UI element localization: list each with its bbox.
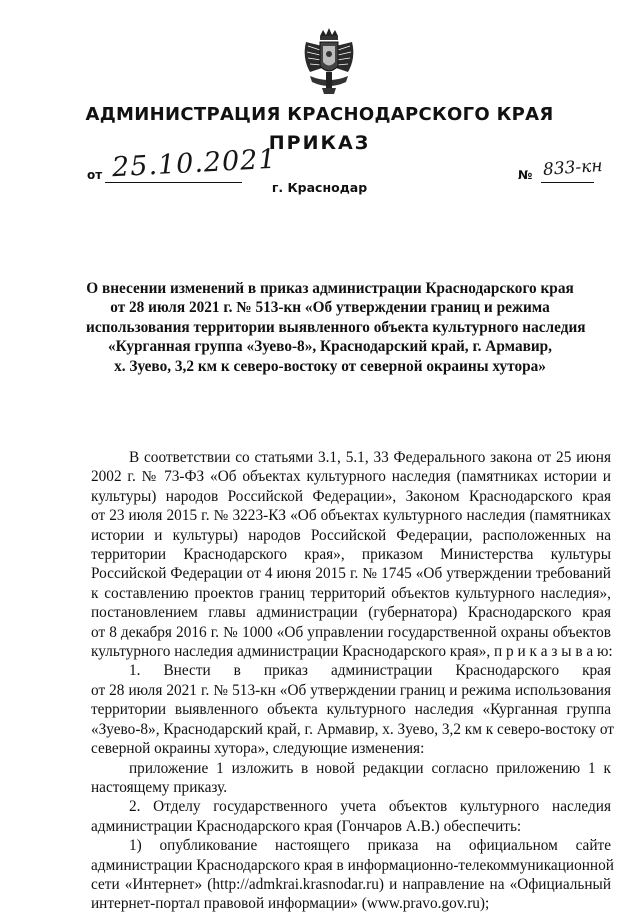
text-line: от 23 июля 2015 г. № 3223-КЗ «Об объектах культурного наследия (памятниках <box>91 507 611 525</box>
text-line: от 28 июля 2021 г. № 513-кн «Об утверждении границ и режима использования <box>91 681 611 699</box>
city: г. Краснодар <box>271 180 368 195</box>
text-line: культурного наследия администрации Краснодарского края», п р и к а з ы в а ю: <box>91 643 613 661</box>
document-body <box>91 448 614 914</box>
title-line: от 28 июля 2021 г. № 513-кн «Об утверждении границ и режима <box>110 299 550 317</box>
text-line: 1. Внести в приказ администрации Краснодарского края <box>129 662 611 680</box>
text-line: настоящему приказу. <box>91 778 228 796</box>
organization-name: АДМИНИСТРАЦИЯ КРАСНОДАРСКОГО КРАЯ <box>85 104 554 125</box>
text-line: приложение 1 изложить в новой редакции согласно приложению 1 к <box>129 759 611 777</box>
document-title <box>86 279 586 376</box>
item-1-paragraph <box>91 661 614 758</box>
text-line: северной окраины хутора», следующие изменения: <box>91 740 425 758</box>
title-line: О внесении изменений в приказ администрации Краснодарского края <box>86 280 574 297</box>
item-2-paragraph <box>91 797 611 836</box>
text-line: «Зуево-8», Краснодарский край, г. Армавир, х. Зуево, 3,2 км к северо-востоку от <box>91 720 614 738</box>
item-1-subparagraph <box>91 759 611 798</box>
text-line: культуры) народов Российской Федерации», Законом Краснодарского края <box>91 487 611 505</box>
text-line: истории и культуры) народов Российской Федерации, расположенных на <box>91 526 611 544</box>
text-line: 2002 г. № 73-ФЗ «Об объектах культурного наследия (памятниках истории и <box>91 468 611 486</box>
title-line: использования территории выявленного объекта культурного наследия <box>86 318 586 336</box>
text-line: интернет-портал правовой информации» (www.pravo.gov.ru); <box>91 895 490 913</box>
text-line: от 8 декабря 2016 г. № 1000 «Об управлении государственной охраны объектов <box>91 623 611 641</box>
text-line: Российской Федерации от 4 июня 2015 г. № 1745 «Об утверждении требований <box>91 565 611 583</box>
text-line: В соответствии со статьями 3.1, 5.1, 33 Федерального закона от 25 июня <box>129 449 611 466</box>
coat-of-arms-icon <box>300 28 358 94</box>
handwritten-number: 833-кн <box>542 155 604 181</box>
text-line: к составлению проектов границ территорий объектов культурного наследия», <box>91 584 611 602</box>
item-2-subparagraph-1 <box>91 836 614 914</box>
preamble-paragraph <box>91 448 611 661</box>
date-label: от <box>87 168 103 182</box>
handwritten-date: 25.10.2021 <box>111 143 278 184</box>
text-line: 2. Отделу государственного учета объектов культурного наследия <box>129 798 611 816</box>
text-line: территории Краснодарского края», приказом Министерства культуры <box>91 546 611 564</box>
text-line: администрации Краснодарского края в информационно-телекоммуникационной <box>91 856 614 874</box>
title-line: «Курганная группа «Зуево-8», Краснодарский край, г. Армавир, <box>107 338 553 356</box>
text-line: постановлением главы администрации (губернатора) Краснодарского края <box>91 604 611 622</box>
text-line: территории выявленного объекта культурного наследия «Курганная группа <box>91 701 611 719</box>
text-line: 1) опубликование настоящего приказа на официальном сайте <box>129 837 611 855</box>
text-line: администрации Краснодарского края (Гончаров А.В.) обеспечить: <box>91 817 522 835</box>
document-type: ПРИКАЗ <box>268 132 371 154</box>
number-label: № <box>518 168 533 182</box>
text-line: сети «Интернет» (http://admkrai.krasnodar.ru) и направление на «Официальный <box>91 875 611 893</box>
title-line: х. Зуево, 3,2 км к северо-востоку от северной окраины хутора» <box>114 357 546 375</box>
